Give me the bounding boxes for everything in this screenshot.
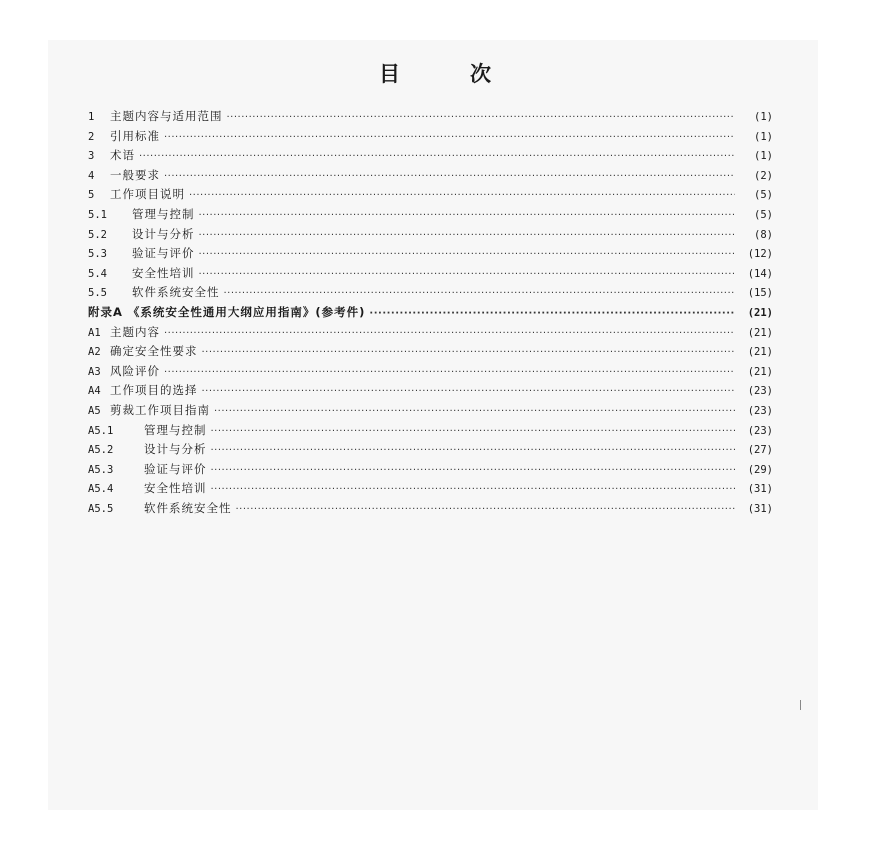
toc-dot-leader [202, 343, 736, 363]
toc-entry[interactable] [88, 107, 773, 127]
toc-dot-leader [164, 324, 735, 344]
toc-entry-title: 一般要求 [110, 167, 160, 182]
toc-entry[interactable] [88, 401, 773, 421]
toc-entry[interactable] [88, 185, 773, 205]
toc-entry-title: 安全性培训 [144, 481, 207, 496]
toc-entry[interactable] [88, 146, 773, 166]
toc-entry-number: A5.5 [88, 502, 114, 515]
toc-entry-page: (21) [747, 326, 773, 339]
toc-dot-leader [199, 206, 736, 226]
toc-entry-page: (14) [747, 267, 773, 280]
toc-entry-title: 验证与评价 [144, 461, 207, 476]
toc-entry[interactable] [88, 381, 773, 401]
toc-entry-title: 术语 [110, 148, 135, 163]
toc-dot-leader [369, 304, 735, 324]
toc-entry-page: (12) [747, 248, 773, 261]
toc-dot-leader [227, 108, 736, 128]
toc-entry-title: 主题内容 [110, 324, 160, 339]
toc-entry-title: 附录A 《系统安全性通用大纲应用指南》(参考件) [88, 304, 366, 319]
toc-entry-page: (23) [747, 424, 773, 437]
toc-entry-number: 2 [88, 130, 95, 143]
toc-dot-leader [211, 441, 736, 461]
toc-entry-title: 管理与控制 [132, 206, 195, 221]
toc-entry-page: (29) [747, 463, 773, 476]
toc-entry-title: 软件系统安全性 [144, 500, 232, 515]
page-title-part1: 目 [379, 62, 400, 86]
toc-entry[interactable] [88, 283, 773, 303]
toc-entry-number: 5.4 [88, 267, 107, 280]
toc-entry[interactable] [88, 499, 773, 519]
toc-entry-title: 设计与分析 [144, 442, 207, 457]
toc-dot-leader [199, 245, 736, 265]
toc-entry-number: 5.1 [88, 208, 107, 221]
toc-entry-number: 3 [88, 150, 95, 163]
toc-dot-leader [211, 461, 736, 481]
toc-dot-leader [199, 265, 736, 285]
toc-entry[interactable] [88, 362, 773, 382]
toc-entry-page: (5) [754, 208, 773, 221]
toc-dot-leader [164, 128, 735, 148]
toc-entry-page: (31) [747, 502, 773, 515]
toc-entry[interactable] [88, 127, 773, 147]
toc-entry[interactable] [88, 323, 773, 343]
toc-entry-number: A2 [88, 346, 101, 359]
toc-entry-page: (27) [747, 444, 773, 457]
toc-entry-number: 5.3 [88, 248, 107, 261]
toc-entry-page: (1) [754, 111, 773, 123]
toc-entry-page: (21) [747, 306, 773, 319]
toc-entry-title: 安全性培训 [132, 265, 195, 280]
toc-dot-leader [236, 500, 736, 520]
toc-entry-number: A1 [88, 326, 101, 339]
toc-entry-title: 验证与评价 [132, 246, 195, 261]
toc-dot-leader [202, 382, 736, 402]
toc-entry-number: A5.3 [88, 463, 114, 476]
toc-entry[interactable] [88, 166, 773, 186]
page-title [0, 58, 870, 88]
toc-entry-page: (1) [754, 130, 773, 143]
toc-entry-number: 5 [88, 189, 95, 202]
toc-entry[interactable] [88, 225, 773, 245]
toc-dot-leader [211, 480, 736, 500]
toc-dot-leader [164, 363, 735, 383]
toc-dot-leader [199, 226, 736, 246]
toc-entry-title: 工作项目的选择 [110, 383, 198, 398]
toc-entry-number: A3 [88, 365, 101, 378]
toc-entry[interactable] [88, 460, 773, 480]
toc-entry-page: (23) [747, 385, 773, 398]
toc-entry-number: 1 [88, 111, 95, 123]
margin-mark [800, 700, 801, 710]
toc-dot-leader [189, 186, 735, 206]
toc-entry-page: (15) [747, 287, 773, 300]
toc-entry-number: A5.1 [88, 424, 114, 437]
table-of-contents [88, 107, 773, 518]
toc-entry-title: 主题内容与适用范围 [110, 109, 223, 123]
toc-dot-leader [214, 402, 735, 422]
toc-entry-number: A5.4 [88, 483, 114, 496]
toc-entry-title: 引用标准 [110, 128, 160, 143]
toc-entry-page: (8) [754, 228, 773, 241]
page-title-part2: 次 [470, 62, 491, 86]
toc-dot-leader [224, 284, 736, 304]
toc-entry-page: (5) [754, 189, 773, 202]
toc-dot-leader [211, 422, 736, 442]
toc-entry-number: 5.2 [88, 228, 107, 241]
toc-entry-number: A5 [88, 404, 101, 417]
toc-entry[interactable] [88, 440, 773, 460]
toc-entry[interactable] [88, 205, 773, 225]
toc-entry-number: A5.2 [88, 444, 114, 457]
toc-entry-number: 5.5 [88, 287, 107, 300]
toc-entry-page: (31) [747, 483, 773, 496]
toc-entry-page: (2) [754, 169, 773, 182]
toc-entry-page: (23) [747, 404, 773, 417]
toc-entry-title: 设计与分析 [132, 226, 195, 241]
toc-entry[interactable] [88, 244, 773, 264]
toc-entry[interactable] [88, 342, 773, 362]
toc-dot-leader [164, 167, 735, 187]
toc-entry-page: (21) [747, 365, 773, 378]
toc-entry-title: 工作项目说明 [110, 187, 185, 202]
toc-entry-number: A4 [88, 385, 101, 398]
toc-entry[interactable] [88, 421, 773, 441]
toc-entry-title: 软件系统安全性 [132, 285, 220, 300]
toc-entry-title: 管理与控制 [144, 422, 207, 437]
toc-entry-title: 剪裁工作项目指南 [110, 402, 210, 417]
toc-entry[interactable] [88, 264, 773, 284]
toc-entry-page: (21) [747, 346, 773, 359]
toc-entry[interactable] [88, 303, 773, 323]
toc-dot-leader [139, 147, 735, 167]
toc-entry-page: (1) [754, 150, 773, 163]
toc-entry-title: 风险评价 [110, 363, 160, 378]
toc-entry-number: 4 [88, 169, 95, 182]
toc-entry[interactable] [88, 479, 773, 499]
toc-entry-title: 确定安全性要求 [110, 344, 198, 359]
